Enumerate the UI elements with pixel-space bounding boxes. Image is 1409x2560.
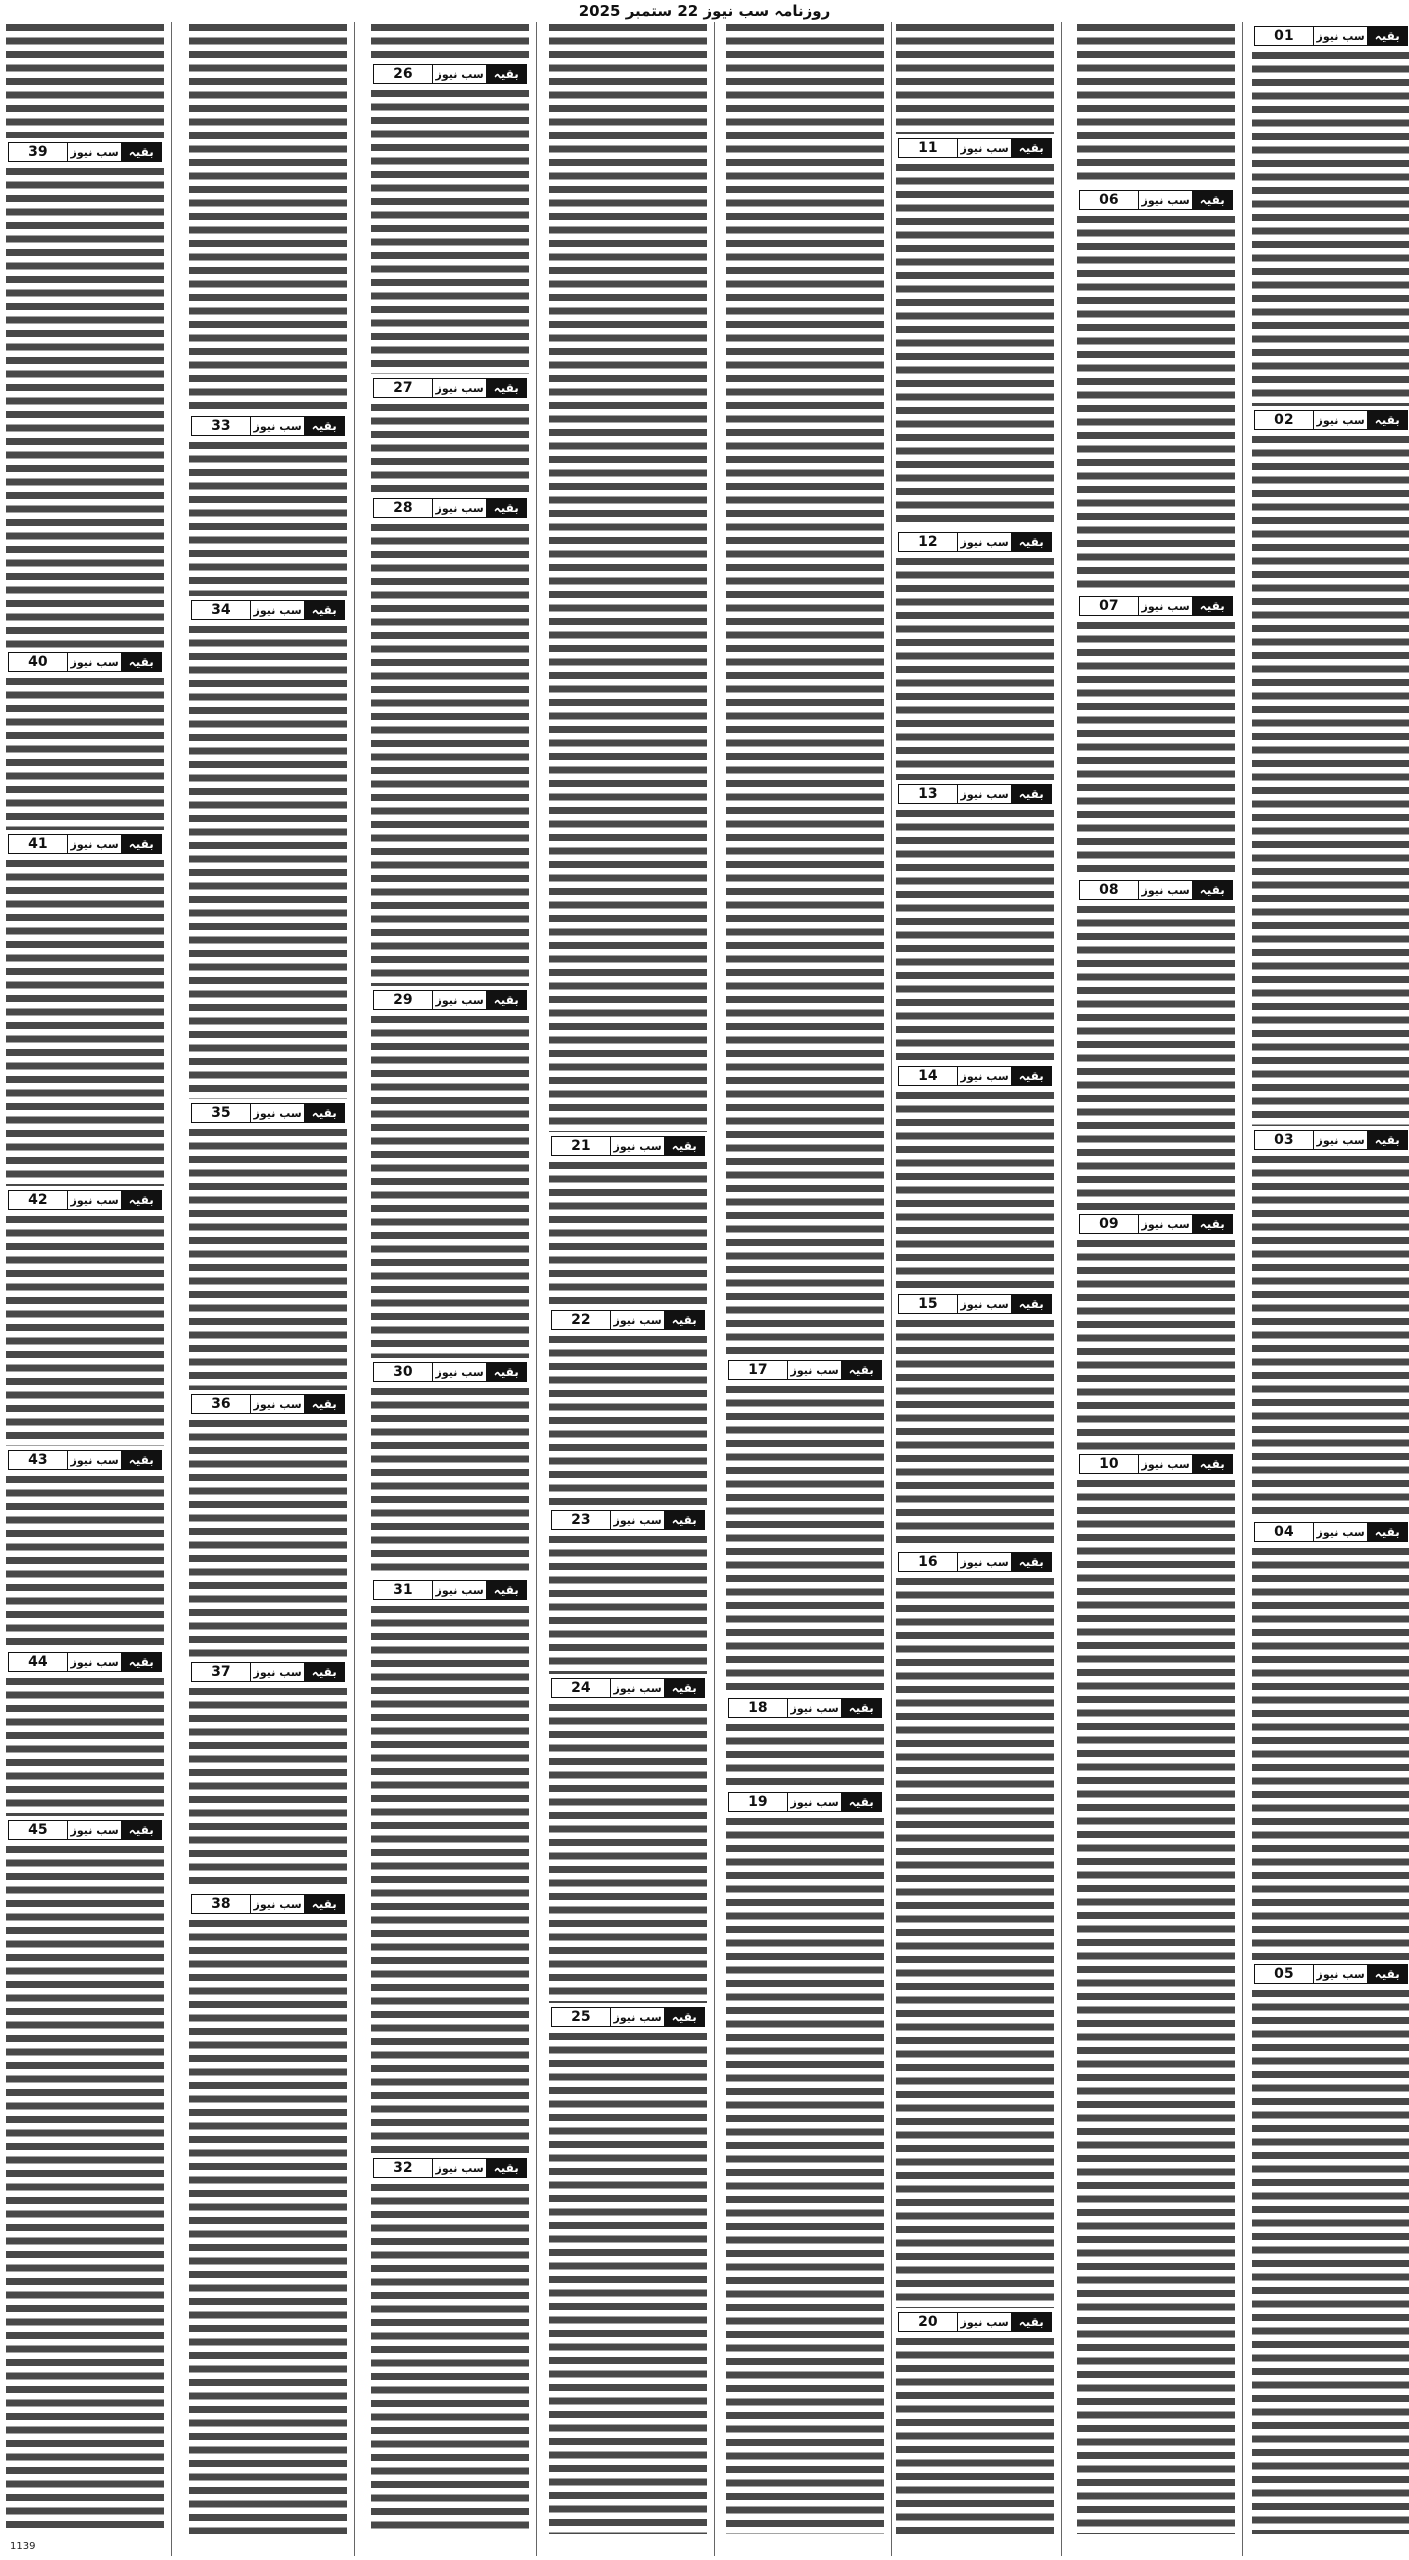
article-text <box>6 166 164 648</box>
article-text <box>726 22 884 1356</box>
source-subtitle: سب نیوز <box>435 381 484 395</box>
article-text <box>1252 434 1409 1126</box>
baqiya-tag: بقیہ <box>486 65 526 83</box>
continuation-number: 01 <box>1255 27 1314 45</box>
article-text <box>371 1014 529 1358</box>
continuation-label <box>898 1294 1052 1314</box>
source-subtitle: سب نیوز <box>1141 1217 1190 1231</box>
continuation-number: 32 <box>374 2159 433 2177</box>
source-subtitle: سب نیوز <box>960 1555 1009 1569</box>
baqiya-tag: بقیہ <box>486 379 526 397</box>
newspaper-dateline: روزنامہ سب نیوز 22 ستمبر 2025 <box>578 2 831 20</box>
article-text <box>896 162 1054 528</box>
source-subtitle: سب نیوز <box>960 535 1009 549</box>
continuation-number: 36 <box>192 1395 251 1413</box>
source-subtitle: سب نیوز <box>613 1681 662 1695</box>
source-subtitle: سب نیوز <box>613 1313 662 1327</box>
continuation-label <box>8 1190 162 1210</box>
continuation-number: 24 <box>552 1679 611 1697</box>
baqiya-tag: بقیہ <box>486 991 526 1009</box>
baqiya-tag: بقیہ <box>1367 1523 1407 1541</box>
continuation-number: 09 <box>1080 1215 1139 1233</box>
continuation-label <box>191 1103 345 1123</box>
baqiya-tag: بقیہ <box>304 601 344 619</box>
baqiya-tag: بقیہ <box>304 1895 344 1913</box>
article-text <box>189 624 347 1099</box>
source-subtitle: سب نیوز <box>1141 883 1190 897</box>
article-text <box>371 522 529 986</box>
continuation-label <box>551 1310 705 1330</box>
continuation-number: 31 <box>374 1581 433 1599</box>
baqiya-tag: بقیہ <box>1367 27 1407 45</box>
continuation-label <box>1254 26 1408 46</box>
continuation-number: 41 <box>9 835 68 853</box>
continuation-label <box>373 1362 527 1382</box>
continuation-label <box>191 416 345 436</box>
continuation-label <box>373 990 527 1010</box>
source-subtitle: سب نیوز <box>253 1897 302 1911</box>
source-subtitle: سب نیوز <box>435 1583 484 1597</box>
continuation-number: 11 <box>899 139 958 157</box>
column-6 <box>371 22 529 2556</box>
article-text <box>1077 904 1235 1210</box>
continuation-label <box>373 64 527 84</box>
article-text <box>189 1418 347 1658</box>
article-text <box>896 808 1054 1062</box>
source-subtitle: سب نیوز <box>70 1655 119 1669</box>
source-subtitle: سب نیوز <box>960 141 1009 155</box>
baqiya-tag: بقیہ <box>1192 1215 1232 1233</box>
continuation-label <box>898 784 1052 804</box>
article-text <box>1077 1478 1235 2534</box>
continuation-number: 13 <box>899 785 958 803</box>
baqiya-tag: بقیہ <box>664 1679 704 1697</box>
continuation-number: 29 <box>374 991 433 1009</box>
column-divider <box>891 22 892 2556</box>
baqiya-tag: بقیہ <box>664 1511 704 1529</box>
baqiya-tag: بقیہ <box>1192 1455 1232 1473</box>
article-text <box>726 1722 884 1788</box>
baqiya-tag: بقیہ <box>121 1653 161 1671</box>
article-text <box>6 1676 164 1816</box>
source-subtitle: سب نیوز <box>253 1106 302 1120</box>
article-text <box>1077 1238 1235 1450</box>
continuation-number: 34 <box>192 601 251 619</box>
continuation-number: 39 <box>9 143 68 161</box>
article-text <box>896 2336 1054 2534</box>
article-text <box>549 1534 707 1674</box>
article-text <box>549 1160 707 1306</box>
baqiya-tag: بقیہ <box>304 417 344 435</box>
baqiya-tag: بقیہ <box>1011 139 1051 157</box>
continuation-label <box>8 834 162 854</box>
continuation-number: 25 <box>552 2008 611 2026</box>
column-2 <box>1077 22 1235 2556</box>
source-subtitle: سب نیوز <box>960 2315 1009 2329</box>
article-text <box>896 1576 1054 2308</box>
source-subtitle: سب نیوز <box>613 1513 662 1527</box>
article-text <box>189 1127 347 1390</box>
continuation-number: 42 <box>9 1191 68 1209</box>
continuation-number: 37 <box>192 1663 251 1681</box>
newspaper-page <box>4 22 1405 2556</box>
continuation-number: 26 <box>374 65 433 83</box>
column-1 <box>1252 22 1409 2556</box>
article-text <box>371 402 529 494</box>
baqiya-tag: بقیہ <box>1011 1295 1051 1313</box>
source-subtitle: سب نیوز <box>1141 599 1190 613</box>
continuation-number: 33 <box>192 417 251 435</box>
article-text <box>549 1702 707 2003</box>
baqiya-tag: بقیہ <box>304 1104 344 1122</box>
source-subtitle: سب نیوز <box>253 1397 302 1411</box>
column-7 <box>189 22 347 2556</box>
baqiya-tag: بقیہ <box>1192 191 1232 209</box>
baqiya-tag: بقیہ <box>304 1395 344 1413</box>
baqiya-tag: بقیہ <box>1011 533 1051 551</box>
article-text <box>1252 1154 1409 1518</box>
continuation-label <box>1254 1964 1408 1984</box>
continuation-number: 05 <box>1255 1965 1314 1983</box>
continuation-label <box>1079 596 1233 616</box>
continuation-label <box>8 652 162 672</box>
article-text <box>1077 22 1235 186</box>
continuation-label <box>1079 1214 1233 1234</box>
column-divider <box>171 22 172 2556</box>
baqiya-tag: بقیہ <box>1192 881 1232 899</box>
continuation-label <box>1254 410 1408 430</box>
baqiya-tag: بقیہ <box>1367 411 1407 429</box>
continuation-label <box>373 2158 527 2178</box>
baqiya-tag: بقیہ <box>121 835 161 853</box>
article-text <box>6 1214 164 1446</box>
continuation-number: 03 <box>1255 1131 1314 1149</box>
continuation-number: 38 <box>192 1895 251 1913</box>
source-subtitle: سب نیوز <box>1316 1525 1365 1539</box>
continuation-label <box>191 1394 345 1414</box>
baqiya-tag: بقیہ <box>486 2159 526 2177</box>
continuation-number: 10 <box>1080 1455 1139 1473</box>
source-subtitle: سب نیوز <box>1316 1967 1365 1981</box>
article-text <box>189 1918 347 2534</box>
baqiya-tag: بقیہ <box>1011 2313 1051 2331</box>
baqiya-tag: بقیہ <box>121 1451 161 1469</box>
continuation-number: 40 <box>9 653 68 671</box>
source-subtitle: سب نیوز <box>790 1795 839 1809</box>
article-text <box>371 88 529 374</box>
continuation-label <box>191 1894 345 1914</box>
source-subtitle: سب نیوز <box>70 1823 119 1837</box>
article-text <box>549 1334 707 1506</box>
source-subtitle: سب نیوز <box>960 1069 1009 1083</box>
article-text <box>1077 214 1235 592</box>
article-text <box>896 1090 1054 1290</box>
article-text <box>1077 620 1235 876</box>
continuation-number: 07 <box>1080 597 1139 615</box>
continuation-label <box>1079 190 1233 210</box>
article-text <box>549 2031 707 2534</box>
column-3 <box>896 22 1054 2556</box>
source-subtitle: سب نیوز <box>960 1297 1009 1311</box>
continuation-number: 45 <box>9 1821 68 1839</box>
baqiya-tag: بقیہ <box>841 1699 881 1717</box>
source-subtitle: سب نیوز <box>435 501 484 515</box>
continuation-label <box>898 138 1052 158</box>
baqiya-tag: بقیہ <box>121 1821 161 1839</box>
source-subtitle: سب نیوز <box>70 1193 119 1207</box>
continuation-number: 17 <box>729 1361 788 1379</box>
source-subtitle: سب نیوز <box>790 1363 839 1377</box>
baqiya-tag: بقیہ <box>664 2008 704 2026</box>
continuation-number: 28 <box>374 499 433 517</box>
continuation-label <box>8 1450 162 1470</box>
baqiya-tag: بقیہ <box>664 1311 704 1329</box>
baqiya-tag: بقیہ <box>486 499 526 517</box>
source-subtitle: سب نیوز <box>70 837 119 851</box>
continuation-number: 12 <box>899 533 958 551</box>
article-text <box>189 22 347 412</box>
source-subtitle: سب نیوز <box>1316 1133 1365 1147</box>
column-4 <box>726 22 884 2556</box>
continuation-label <box>373 378 527 398</box>
continuation-label <box>8 1652 162 1672</box>
source-subtitle: سب نیوز <box>613 2010 662 2024</box>
continuation-label <box>898 532 1052 552</box>
continuation-number: 15 <box>899 1295 958 1313</box>
source-subtitle: سب نیوز <box>435 2161 484 2175</box>
article-text <box>6 676 164 830</box>
continuation-number: 19 <box>729 1793 788 1811</box>
continuation-number: 02 <box>1255 411 1314 429</box>
source-subtitle: سب نیوز <box>1141 193 1190 207</box>
source-subtitle: سب نیوز <box>70 145 119 159</box>
continuation-label <box>551 1678 705 1698</box>
continuation-number: 35 <box>192 1104 251 1122</box>
article-text <box>189 1686 347 1890</box>
article-text <box>896 1318 1054 1548</box>
baqiya-tag: بقیہ <box>1192 597 1232 615</box>
continuation-number: 08 <box>1080 881 1139 899</box>
baqiya-tag: بقیہ <box>121 1191 161 1209</box>
column-divider <box>714 22 715 2556</box>
source-subtitle: سب نیوز <box>435 67 484 81</box>
baqiya-tag: بقیہ <box>1367 1131 1407 1149</box>
continuation-label <box>8 142 162 162</box>
source-subtitle: سب نیوز <box>960 787 1009 801</box>
continuation-number: 04 <box>1255 1523 1314 1541</box>
continuation-number: 16 <box>899 1553 958 1571</box>
source-subtitle: سب نیوز <box>435 993 484 1007</box>
baqiya-tag: بقیہ <box>486 1581 526 1599</box>
column-8 <box>6 22 164 2556</box>
source-subtitle: سب نیوز <box>253 419 302 433</box>
source-subtitle: سب نیوز <box>435 1365 484 1379</box>
article-text <box>6 22 164 138</box>
article-text <box>6 1844 164 2534</box>
baqiya-tag: بقیہ <box>1011 1553 1051 1571</box>
article-text <box>1252 1988 1409 2534</box>
baqiya-tag: بقیہ <box>121 653 161 671</box>
continuation-label <box>373 1580 527 1600</box>
baqiya-tag: بقیہ <box>1011 1067 1051 1085</box>
continuation-label <box>551 1136 705 1156</box>
article-text <box>1252 50 1409 406</box>
column-divider <box>354 22 355 2556</box>
continuation-label <box>191 1662 345 1682</box>
article-text <box>896 22 1054 134</box>
continuation-label <box>728 1698 882 1718</box>
baqiya-tag: بقیہ <box>1367 1965 1407 1983</box>
continuation-label <box>191 600 345 620</box>
continuation-label <box>8 1820 162 1840</box>
continuation-number: 06 <box>1080 191 1139 209</box>
continuation-number: 14 <box>899 1067 958 1085</box>
continuation-label <box>1254 1130 1408 1150</box>
continuation-label <box>373 498 527 518</box>
continuation-number: 44 <box>9 1653 68 1671</box>
source-subtitle: سب نیوز <box>253 603 302 617</box>
baqiya-tag: بقیہ <box>841 1793 881 1811</box>
baqiya-tag: بقیہ <box>841 1361 881 1379</box>
article-text <box>896 556 1054 780</box>
continuation-label <box>898 2312 1052 2332</box>
article-text <box>6 858 164 1186</box>
baqiya-tag: بقیہ <box>664 1137 704 1155</box>
baqiya-tag: بقیہ <box>121 143 161 161</box>
source-subtitle: سب نیوز <box>1141 1457 1190 1471</box>
continuation-label <box>551 2007 705 2027</box>
article-text <box>371 1604 529 2154</box>
article-text <box>6 1474 164 1648</box>
continuation-number: 27 <box>374 379 433 397</box>
source-subtitle: سب نیوز <box>253 1665 302 1679</box>
article-text <box>371 2182 529 2534</box>
continuation-number: 23 <box>552 1511 611 1529</box>
continuation-label <box>551 1510 705 1530</box>
column-divider <box>1061 22 1062 2556</box>
source-subtitle: سب نیوز <box>70 1453 119 1467</box>
continuation-number: 20 <box>899 2313 958 2331</box>
baqiya-tag: بقیہ <box>1011 785 1051 803</box>
column-divider <box>1242 22 1243 2556</box>
continuation-number: 43 <box>9 1451 68 1469</box>
footer-note: 1139 <box>10 2541 36 2552</box>
article-text <box>726 1384 884 1694</box>
continuation-label <box>728 1792 882 1812</box>
source-subtitle: سب نیوز <box>70 655 119 669</box>
baqiya-tag: بقیہ <box>304 1663 344 1681</box>
article-text <box>549 22 707 1132</box>
continuation-number: 21 <box>552 1137 611 1155</box>
column-divider <box>536 22 537 2556</box>
baqiya-tag: بقیہ <box>486 1363 526 1381</box>
article-text <box>1252 1546 1409 1960</box>
article-text <box>371 22 529 60</box>
column-5 <box>549 22 707 2556</box>
continuation-label <box>1254 1522 1408 1542</box>
continuation-label <box>1079 880 1233 900</box>
continuation-label <box>898 1066 1052 1086</box>
continuation-number: 18 <box>729 1699 788 1717</box>
source-subtitle: سب نیوز <box>613 1139 662 1153</box>
article-text <box>371 1386 529 1576</box>
continuation-label <box>898 1552 1052 1572</box>
continuation-label <box>1079 1454 1233 1474</box>
source-subtitle: سب نیوز <box>790 1701 839 1715</box>
source-subtitle: سب نیوز <box>1316 413 1365 427</box>
article-text <box>726 1816 884 2534</box>
continuation-label <box>728 1360 882 1380</box>
continuation-number: 30 <box>374 1363 433 1381</box>
source-subtitle: سب نیوز <box>1316 29 1365 43</box>
article-text <box>189 440 347 596</box>
continuation-number: 22 <box>552 1311 611 1329</box>
